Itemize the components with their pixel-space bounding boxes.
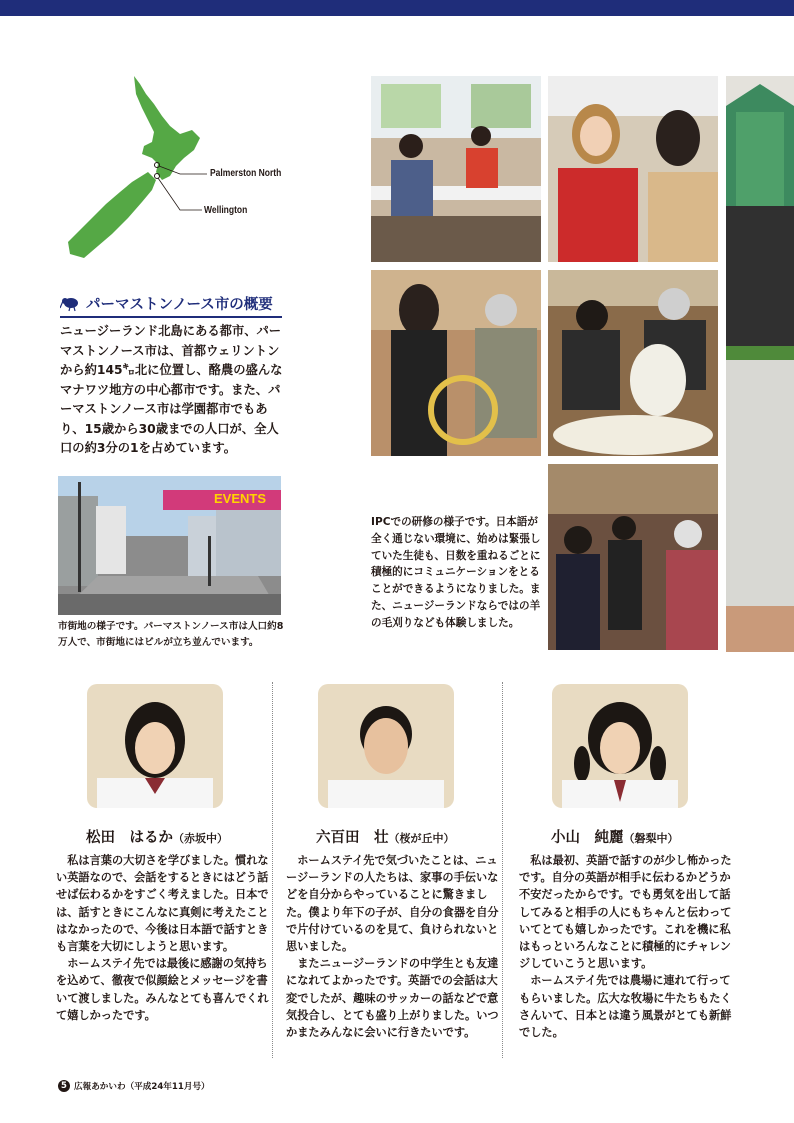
kiwi-bird-icon bbox=[60, 294, 82, 312]
classroom-photo bbox=[371, 76, 541, 262]
wellington-leader-line bbox=[158, 178, 202, 210]
wellington-marker bbox=[155, 174, 160, 179]
header-bar bbox=[0, 0, 794, 16]
overview-title-text: パーマストンノース市の概要 bbox=[86, 296, 273, 313]
student-school: （桜が丘中） bbox=[388, 832, 455, 845]
overview-title bbox=[60, 291, 282, 315]
publication-name: 広報あかいわ（平成24年11月号） bbox=[74, 1082, 210, 1092]
south-island-shape bbox=[68, 172, 156, 258]
student-portrait-koyama bbox=[552, 684, 688, 808]
page-number: 5 bbox=[58, 1080, 70, 1092]
student-school: （磐梨中） bbox=[623, 832, 679, 845]
events-sign-text: EVENTS bbox=[214, 491, 267, 506]
student-essay-rokuhyakuda bbox=[286, 852, 500, 1041]
essay-paragraph: ホームステイ先では最後に感謝の気持ちを込めて、徹夜で似顔絵とメッセージを書いて渡しました。みんなとても喜んでくれて嬉しかったです。 bbox=[56, 957, 269, 1022]
overview-body: ニュージーランド北島にある都市、パーマストンノース市は、首都ウェリントンから約145㌔北に位置し、酪農の盛んなマナワツ地方の中心都市です。また、パーマストンノース市は学園都市でもあり、15歳から30歳までの人口が、全人口の約3分の1を占めています。 bbox=[60, 324, 283, 455]
student-essay-matsuda bbox=[56, 852, 270, 1024]
student-name-rokuhyakuda bbox=[316, 826, 455, 847]
building-sign-photo bbox=[726, 76, 794, 652]
city-photo-caption: 市街地の様子です。パーマストンノース市は人口約8万人で、市街地にはビルが立ち並んでいます。 bbox=[58, 621, 284, 648]
sheep-shearing-photo bbox=[548, 270, 718, 456]
ipc-training-caption: IPCでの研修の様子です。日本語が全く通じない環境に、始めは緊張していた生徒も、日数を重ねるごとに積極的にコミュニケーションをとることができるようになりました。また、ニュージーランドならではの羊の毛刈りなども体験しました。 bbox=[371, 516, 541, 629]
essay-paragraph: ホームステイ先で気づいたことは、ニュージーランドの人たちは、家事の手伝いなどを自分からやっていることに驚きました。僕より年下の子が、自分の食器を自分で片付けているのを見て、負けられないと思いました。 bbox=[286, 854, 499, 954]
student-portrait-matsuda bbox=[87, 684, 223, 808]
north-island-shape bbox=[134, 76, 200, 180]
column-divider-1 bbox=[272, 682, 273, 1058]
student-portrait-rokuhyakuda bbox=[318, 684, 454, 808]
map-label-palmerston-north: Palmerston North bbox=[210, 168, 282, 179]
student-name-koyama bbox=[551, 826, 679, 847]
student-name-text: 松田 はるか bbox=[86, 829, 173, 846]
spinning-wheel-photo bbox=[371, 270, 541, 456]
page-footer bbox=[58, 1080, 210, 1092]
new-zealand-map bbox=[62, 72, 222, 264]
city-street-photo bbox=[58, 476, 281, 615]
column-divider-2 bbox=[502, 682, 503, 1058]
student-school: （赤坂中） bbox=[173, 832, 228, 845]
student-name-text: 小山 純麗 bbox=[551, 829, 624, 846]
students-smiling-photo bbox=[548, 76, 718, 262]
title-underline bbox=[60, 316, 282, 318]
essay-paragraph: ホームステイ先では農場に連れて行ってもらいました。広大な牧場に牛たちもたくさんいて、日本とは違う風景がとても新鮮でした。 bbox=[519, 974, 732, 1040]
student-name-text: 六百田 壮 bbox=[316, 829, 389, 846]
student-name-matsuda bbox=[86, 826, 228, 847]
group-meeting-photo bbox=[548, 464, 718, 650]
essay-paragraph: 私は言葉の大切さを学びました。慣れない英語なので、会話をするときにはどう話せば伝わるかをすごく考えました。日本では、話すときにこんなに真剣に考えたことはなかったので、今後は日本語で話すときも言葉を大切にしようと思います。 bbox=[56, 854, 269, 954]
map-label-wellington: Wellington bbox=[204, 205, 248, 216]
student-essay-koyama bbox=[519, 852, 733, 1041]
essay-paragraph: またニュージーランドの中学生とも友達になれてよかったです。英語での会話は大変でしたが、趣味のサッカーの話などで意気投合し、とても盛り上がりました。いつかまたみんなに会いに行きたいです。 bbox=[286, 957, 499, 1040]
essay-paragraph: 私は最初、英語で話すのが少し怖かったです。自分の英語が相手に伝わるかどうか不安だったからです。でも勇気を出して話してみると相手の人にもちゃんと伝わっていてとても嬉しかったです。これを機に私はもっといろんなことに積極的にチャレンジしていこうと思います。 bbox=[519, 854, 732, 971]
